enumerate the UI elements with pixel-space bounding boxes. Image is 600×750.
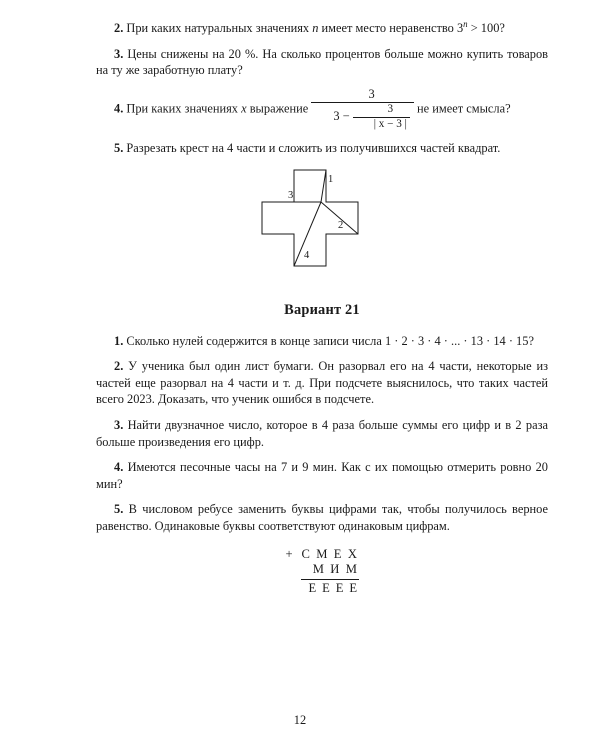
problem-4-text-mid: выражение xyxy=(249,101,309,116)
problem-4-text-before: При каких значениях xyxy=(126,101,238,116)
problem-3-text: Цены снижены на 20 %. На сколько процентов больше можно купить товаров на ту же заработную плату? xyxy=(96,46,548,78)
variant-problem-5-text: В числовом ребусе заменить буквы цифрами так, чтобы получилось верное равенство. Одинаковые буквы соответствуют одинаковым цифрам. xyxy=(96,502,548,534)
problem-5 xyxy=(96,140,548,157)
figure-label-4: 4 xyxy=(304,249,310,261)
inner-fraction xyxy=(353,104,410,131)
fraction-denominator xyxy=(311,102,414,131)
problem-2-formula-base: 3 xyxy=(456,21,464,35)
rebus-figure xyxy=(96,547,548,597)
problem-2-formula-tail: > 100? xyxy=(470,21,505,35)
variant-problem-4 xyxy=(96,459,548,492)
variant-problem-4-text: Имеются песочные часы на 7 и 9 мин. Как с их помощью отмерить ровно 20 мин? xyxy=(96,460,548,491)
problem-2-text-after: имеет место неравенство xyxy=(321,21,454,35)
rebus-plus-sign: + xyxy=(285,546,293,561)
problem-2-text-before: При каких натуральных значениях xyxy=(126,21,310,35)
problem-2 xyxy=(96,20,548,37)
problem-3 xyxy=(96,46,548,79)
cross-figure-container xyxy=(96,166,548,284)
page-number: 12 xyxy=(293,713,307,727)
problem-4-fraction xyxy=(311,88,414,131)
variant-problem-2-number: 2. xyxy=(114,359,124,374)
variant-problem-5 xyxy=(96,501,548,534)
rebus-inner xyxy=(285,547,358,597)
figure-label-3: 3 xyxy=(288,189,294,201)
denominator-lead: 3 − xyxy=(333,109,350,124)
problem-4-text-after: не имеет смысла? xyxy=(417,101,511,116)
variant-problem-2 xyxy=(96,358,548,408)
variant-problem-3-text: Найти двузначное число, которое в 4 раза больше суммы его цифр и в 2 раза больше произведения его цифр. xyxy=(96,418,548,449)
problem-5-text: Разрезать крест на 4 части и сложить из получившихся частей квадрат. xyxy=(126,140,501,155)
variant-title: Вариант 21 xyxy=(284,301,360,318)
problem-4-variable: x xyxy=(241,101,247,116)
variant-problem-5-number: 5. xyxy=(114,502,124,517)
variant-problem-3-number: 3. xyxy=(114,418,124,433)
rebus-row-3: Е Е Е Е xyxy=(308,581,359,596)
problem-5-number: 5. xyxy=(114,140,124,155)
variant-problem-4-number: 4. xyxy=(114,460,124,475)
problem-4-number: 4. xyxy=(114,101,124,116)
rebus-row-1: С М Е Х xyxy=(301,546,359,561)
inner-fraction-denominator: | x − 3 | xyxy=(353,117,410,131)
problem-2-number: 2. xyxy=(114,21,124,35)
problem-2-formula-exponent: n xyxy=(463,18,468,29)
variant-problem-1 xyxy=(96,333,548,350)
problem-3-number: 3. xyxy=(114,46,124,61)
variant-problem-3 xyxy=(96,417,548,450)
fraction-numerator: 3 xyxy=(368,86,375,101)
variant-problem-1-text: Сколько нулей содержится в конце записи числа 1 · 2 · 3 · 4 · ... · 13 · 14 · 15? xyxy=(126,333,534,348)
problem-2-formula xyxy=(456,18,505,35)
problem-2-variable: n xyxy=(312,21,319,35)
figure-label-2: 2 xyxy=(338,219,344,231)
inner-fraction-numerator: 3 xyxy=(387,103,394,116)
figure-label-1: 1 xyxy=(328,173,334,185)
variant-problem-1-number: 1. xyxy=(114,333,124,348)
variant-problem-2-text: У ученика был один лист бумаги. Он разорвал его на 4 части, некоторые из частей еще разорвал на 4 части и т. д. При подсчете выяснилось, что таких частей всего 2023. Доказать, что ученик ошибся в подсчете. xyxy=(96,359,548,407)
cross-figure xyxy=(238,166,398,284)
problem-4 xyxy=(96,88,548,131)
rebus-row-2: М И М xyxy=(301,562,358,580)
